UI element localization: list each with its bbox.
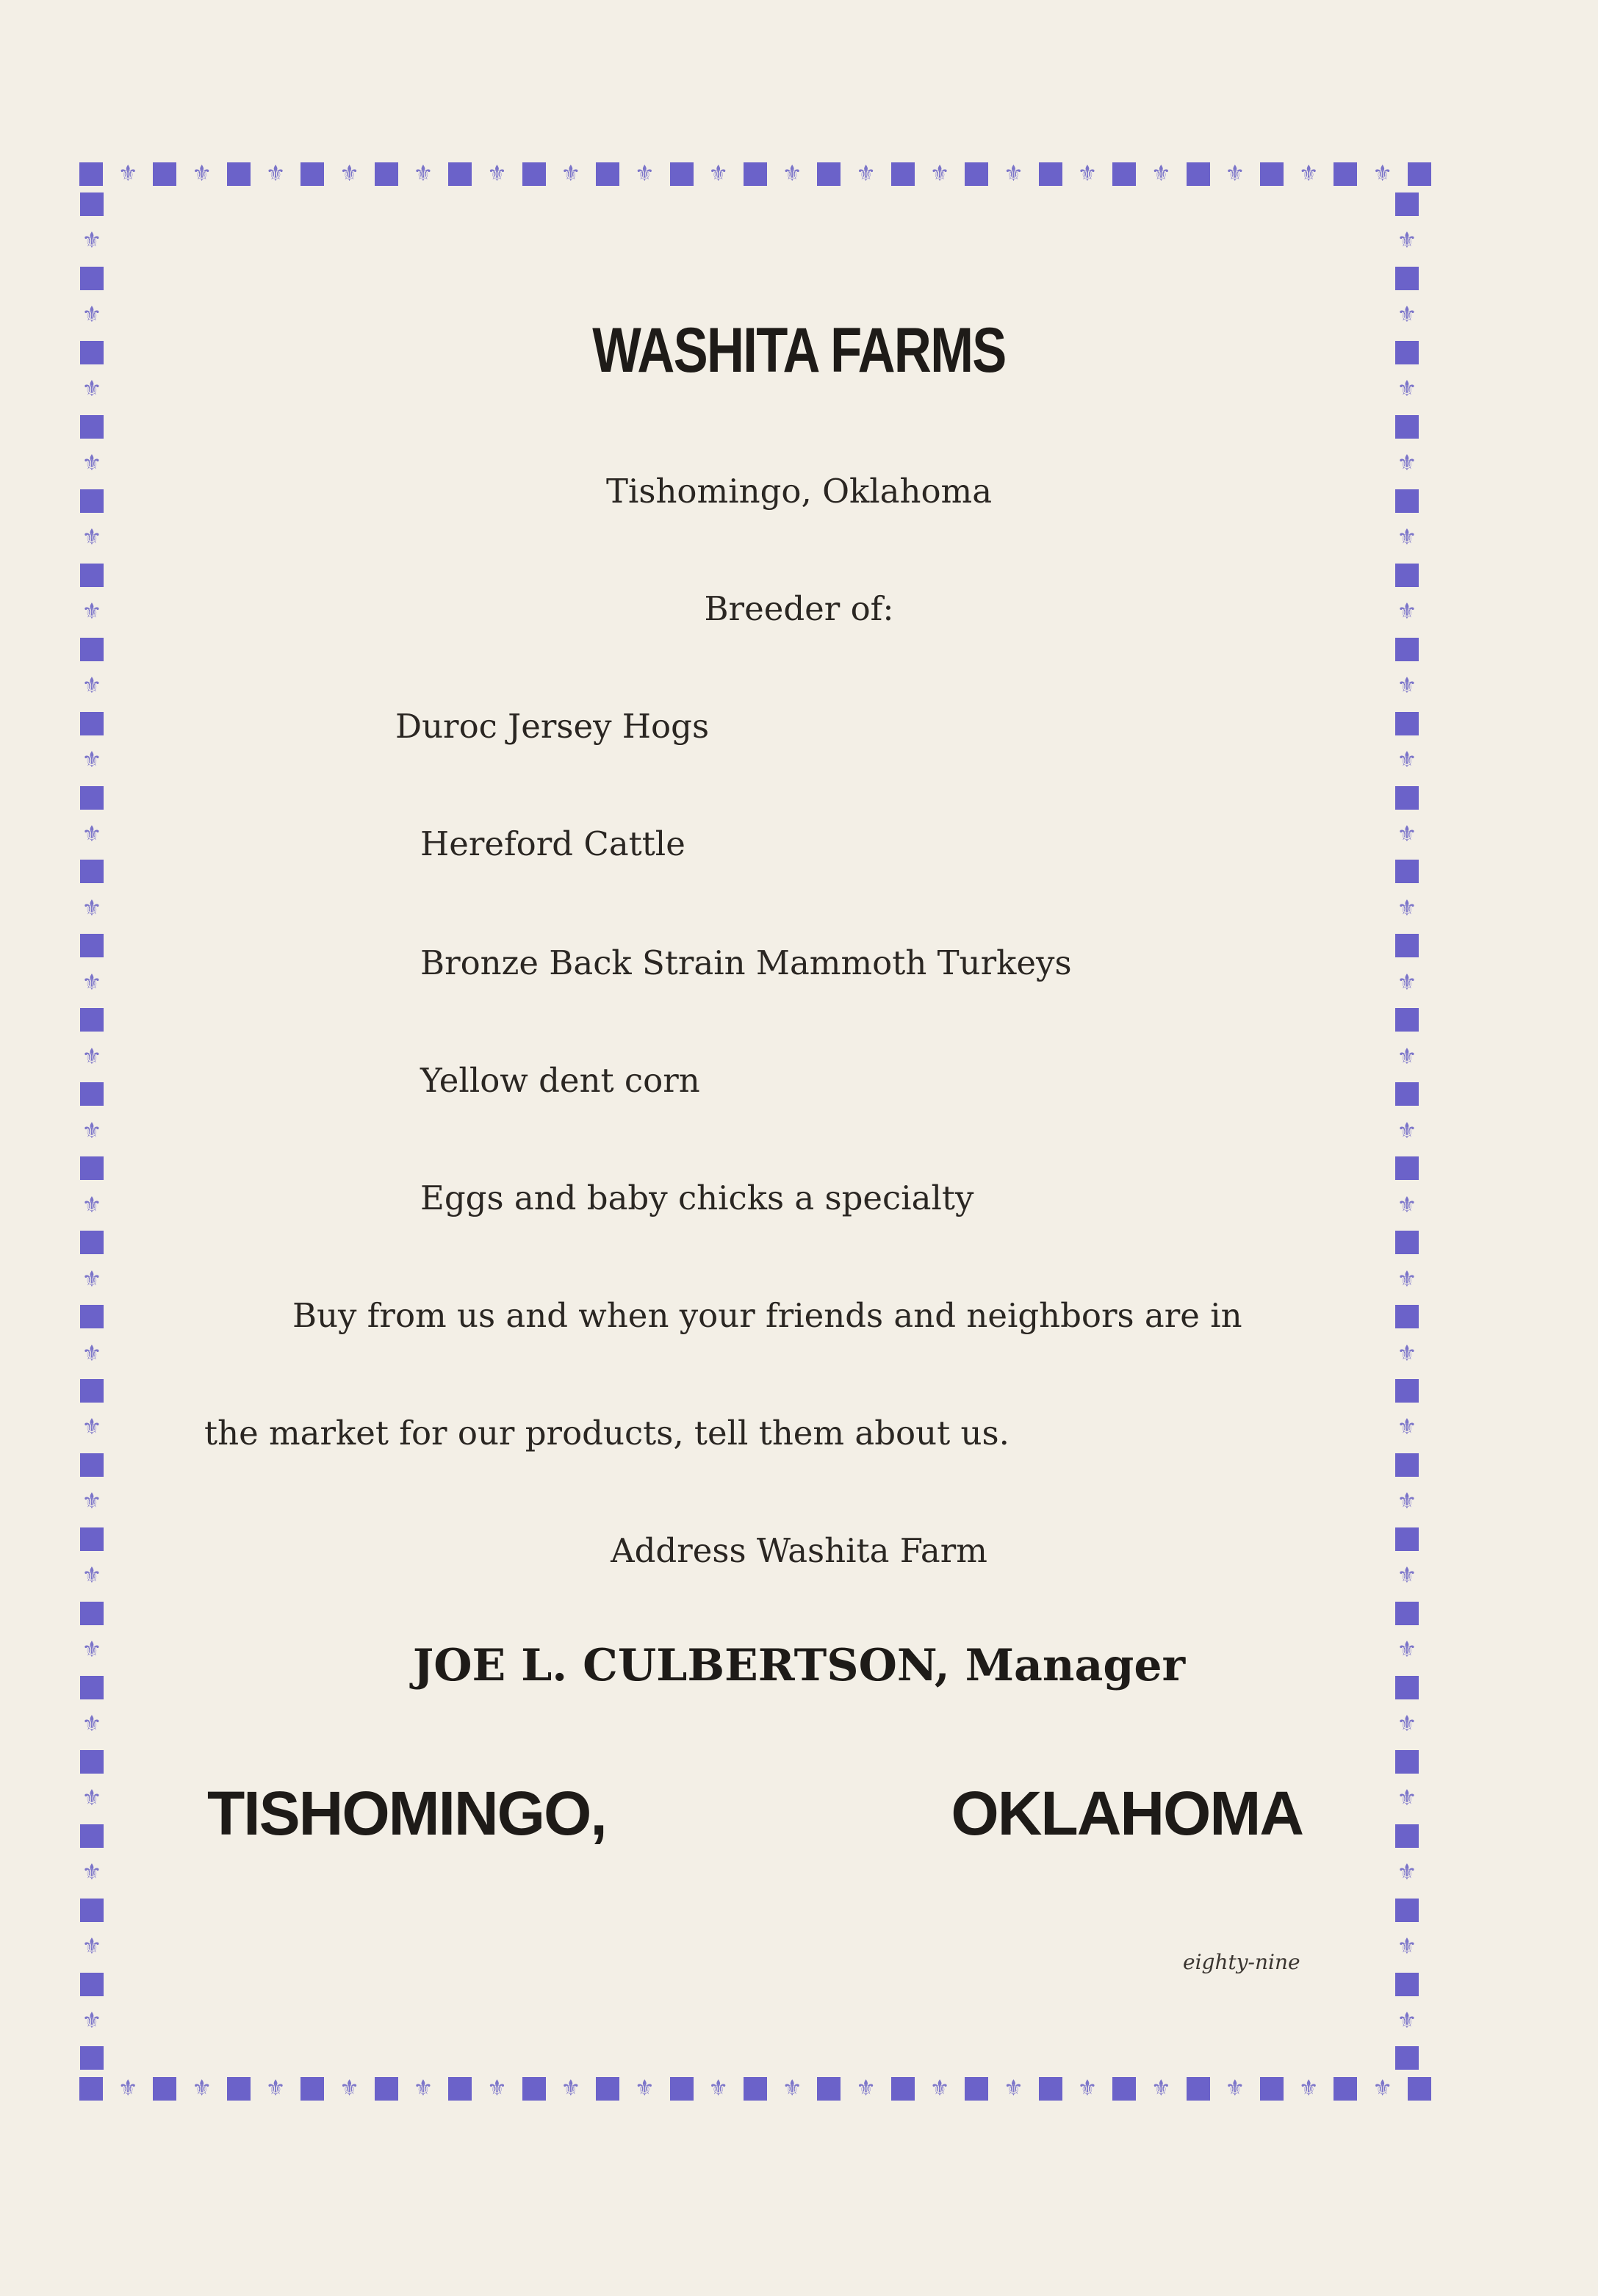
fleur-de-lis-icon: ⚜ <box>118 2076 138 2101</box>
fleur-de-lis-icon: ⚜ <box>1397 1860 1417 1886</box>
fleur-de-lis-icon: ⚜ <box>1397 673 1417 699</box>
fleur-de-lis-icon: ⚜ <box>1397 302 1417 328</box>
fleur-de-lis-icon: ⚜ <box>82 302 102 328</box>
border-square <box>1395 415 1419 439</box>
border-square <box>1408 162 1431 186</box>
fleur-de-lis-icon: ⚜ <box>82 895 102 921</box>
fleur-de-lis-icon: ⚜ <box>1151 161 1171 187</box>
fleur-de-lis-icon: ⚜ <box>1397 1563 1417 1589</box>
decorative-border-bottom <box>79 2070 1431 2107</box>
fleur-de-lis-icon: ⚜ <box>1225 161 1245 187</box>
fleur-de-lis-icon: ⚜ <box>82 228 102 254</box>
border-square <box>80 1453 104 1477</box>
fleur-de-lis-icon: ⚜ <box>1397 525 1417 551</box>
border-square <box>1395 1305 1419 1328</box>
product-item: Duroc Jersey Hogs <box>395 707 710 746</box>
border-square <box>80 1156 104 1180</box>
fleur-de-lis-icon: ⚜ <box>1397 1266 1417 1292</box>
fleur-de-lis-icon: ⚜ <box>192 2076 212 2101</box>
border-square <box>227 2077 251 2101</box>
product-item: Eggs and baby chicks a specialty <box>420 1178 974 1217</box>
border-square <box>1395 2046 1419 2070</box>
fleur-de-lis-icon: ⚜ <box>708 161 729 187</box>
border-square <box>80 1082 104 1106</box>
border-square <box>80 267 104 290</box>
fleur-de-lis-icon: ⚜ <box>1372 2076 1393 2101</box>
border-square <box>375 162 398 186</box>
fleur-de-lis-icon: ⚜ <box>82 1637 102 1663</box>
fleur-de-lis-icon: ⚜ <box>82 1934 102 1960</box>
border-square <box>817 162 841 186</box>
fleur-de-lis-icon: ⚜ <box>1225 2076 1245 2101</box>
page-number: eighty-nine <box>1183 1950 1300 1974</box>
fleur-de-lis-icon: ⚜ <box>82 969 102 996</box>
fleur-de-lis-icon: ⚜ <box>118 161 138 187</box>
fleur-de-lis-icon: ⚜ <box>82 1414 102 1441</box>
fleur-de-lis-icon: ⚜ <box>1397 969 1417 996</box>
fleur-de-lis-icon: ⚜ <box>1397 1934 1417 1960</box>
fleur-de-lis-icon: ⚜ <box>486 161 507 187</box>
fleur-de-lis-icon: ⚜ <box>929 161 950 187</box>
fleur-de-lis-icon: ⚜ <box>82 1340 102 1367</box>
fleur-de-lis-icon: ⚜ <box>339 2076 359 2101</box>
fleur-de-lis-icon: ⚜ <box>1397 1637 1417 1663</box>
fleur-de-lis-icon: ⚜ <box>1397 1043 1417 1070</box>
border-square <box>80 1973 104 1996</box>
border-square <box>596 162 619 186</box>
fleur-de-lis-icon: ⚜ <box>82 376 102 403</box>
border-square <box>80 1899 104 1922</box>
border-square <box>1395 712 1419 735</box>
fleur-de-lis-icon: ⚜ <box>82 1266 102 1292</box>
border-square <box>1395 1008 1419 1032</box>
border-square <box>448 2077 472 2101</box>
border-square <box>1187 2077 1210 2101</box>
border-square <box>522 162 546 186</box>
border-square <box>1395 934 1419 957</box>
border-square <box>80 1750 104 1774</box>
fleur-de-lis-icon: ⚜ <box>561 161 581 187</box>
fleur-de-lis-icon: ⚜ <box>82 1563 102 1589</box>
border-square <box>1039 162 1062 186</box>
border-square <box>1395 1156 1419 1180</box>
fleur-de-lis-icon: ⚜ <box>1151 2076 1171 2101</box>
city-name: TISHOMINGO, <box>207 1779 606 1848</box>
fleur-de-lis-icon: ⚜ <box>82 525 102 551</box>
fleur-de-lis-icon: ⚜ <box>192 161 212 187</box>
message-line: Buy from us and when your friends and neighbors are in <box>292 1296 1242 1335</box>
border-square <box>1395 860 1419 883</box>
fleur-de-lis-icon: ⚜ <box>1397 1785 1417 1812</box>
product-item: Hereford Cattle <box>420 824 685 863</box>
border-square <box>1395 1602 1419 1625</box>
fleur-de-lis-icon: ⚜ <box>1004 161 1023 187</box>
border-square <box>1395 1231 1419 1254</box>
border-square <box>1112 162 1136 186</box>
border-square <box>1334 2077 1357 2101</box>
fleur-de-lis-icon: ⚜ <box>82 450 102 477</box>
border-square <box>1187 162 1210 186</box>
fleur-de-lis-icon: ⚜ <box>561 2076 581 2101</box>
fleur-de-lis-icon: ⚜ <box>1397 1192 1417 1218</box>
border-square <box>80 860 104 883</box>
border-square <box>1260 162 1284 186</box>
border-square <box>80 1231 104 1254</box>
fleur-de-lis-icon: ⚜ <box>1397 1489 1417 1515</box>
border-square <box>375 2077 398 2101</box>
fleur-de-lis-icon: ⚜ <box>782 2076 802 2101</box>
decorative-border-top <box>79 156 1431 192</box>
address-line: Address Washita Farm <box>611 1531 987 1570</box>
fleur-de-lis-icon: ⚜ <box>1397 1340 1417 1367</box>
fleur-de-lis-icon: ⚜ <box>1397 450 1417 477</box>
border-square <box>80 564 104 587</box>
fleur-de-lis-icon: ⚜ <box>929 2076 950 2101</box>
fleur-de-lis-icon: ⚜ <box>1372 161 1393 187</box>
border-square <box>80 712 104 735</box>
border-square <box>300 162 324 186</box>
border-square <box>1334 162 1357 186</box>
fleur-de-lis-icon: ⚜ <box>1397 599 1417 625</box>
border-square <box>817 2077 841 2101</box>
border-square <box>1395 638 1419 661</box>
border-square <box>80 1008 104 1032</box>
fleur-de-lis-icon: ⚜ <box>486 2076 507 2101</box>
fleur-de-lis-icon: ⚜ <box>1298 161 1319 187</box>
fleur-de-lis-icon: ⚜ <box>782 161 802 187</box>
border-square <box>891 162 915 186</box>
border-square <box>1395 1082 1419 1106</box>
product-item: Yellow dent corn <box>420 1061 700 1100</box>
border-square <box>448 162 472 186</box>
border-square <box>1408 2077 1431 2101</box>
fleur-de-lis-icon: ⚜ <box>1397 228 1417 254</box>
border-square <box>80 638 104 661</box>
fleur-de-lis-icon: ⚜ <box>1397 1711 1417 1738</box>
manager-line: JOE L. CULBERTSON, Manager <box>412 1640 1186 1691</box>
fleur-de-lis-icon: ⚜ <box>339 161 359 187</box>
border-square <box>80 1305 104 1328</box>
border-square <box>670 162 694 186</box>
fleur-de-lis-icon: ⚜ <box>413 2076 433 2101</box>
border-square <box>80 1379 104 1403</box>
border-square <box>80 1602 104 1625</box>
fleur-de-lis-icon: ⚜ <box>1077 2076 1098 2101</box>
fleur-de-lis-icon: ⚜ <box>1397 895 1417 921</box>
fleur-de-lis-icon: ⚜ <box>82 1785 102 1812</box>
border-square <box>670 2077 694 2101</box>
fleur-de-lis-icon: ⚜ <box>82 1043 102 1070</box>
fleur-de-lis-icon: ⚜ <box>1397 821 1417 847</box>
location-line: Tishomingo, Oklahoma <box>605 472 993 511</box>
fleur-de-lis-icon: ⚜ <box>82 1489 102 1515</box>
fleur-de-lis-icon: ⚜ <box>265 161 286 187</box>
fleur-de-lis-icon: ⚜ <box>82 599 102 625</box>
fleur-de-lis-icon: ⚜ <box>634 161 655 187</box>
fleur-de-lis-icon: ⚜ <box>1004 2076 1023 2101</box>
border-square <box>965 162 988 186</box>
border-square <box>1395 564 1419 587</box>
border-square <box>80 786 104 810</box>
border-square <box>300 2077 324 2101</box>
border-square <box>80 415 104 439</box>
border-square <box>1112 2077 1136 2101</box>
border-square <box>891 2077 915 2101</box>
fleur-de-lis-icon: ⚜ <box>413 161 433 187</box>
border-square <box>80 1824 104 1848</box>
border-square <box>153 162 176 186</box>
border-square <box>1395 1750 1419 1774</box>
border-square <box>1395 192 1419 216</box>
fleur-de-lis-icon: ⚜ <box>82 1118 102 1144</box>
border-square <box>79 2077 103 2101</box>
border-square <box>1395 786 1419 810</box>
border-square <box>153 2077 176 2101</box>
fleur-de-lis-icon: ⚜ <box>82 1192 102 1218</box>
border-square <box>596 2077 619 2101</box>
border-square <box>80 2046 104 2070</box>
fleur-de-lis-icon: ⚜ <box>82 1711 102 1738</box>
fleur-de-lis-icon: ⚜ <box>856 161 877 187</box>
fleur-de-lis-icon: ⚜ <box>82 747 102 774</box>
fleur-de-lis-icon: ⚜ <box>708 2076 729 2101</box>
border-square <box>1395 1973 1419 1996</box>
state-name: OKLAHOMA <box>951 1779 1303 1848</box>
border-square <box>965 2077 988 2101</box>
breeder-label: Breeder of: <box>704 589 894 628</box>
fleur-de-lis-icon: ⚜ <box>634 2076 655 2101</box>
border-square <box>744 2077 767 2101</box>
fleur-de-lis-icon: ⚜ <box>82 2007 102 2034</box>
border-square <box>1260 2077 1284 2101</box>
border-square <box>79 162 103 186</box>
fleur-de-lis-icon: ⚜ <box>82 1860 102 1886</box>
border-square <box>80 934 104 957</box>
fleur-de-lis-icon: ⚜ <box>1397 1414 1417 1441</box>
border-square <box>227 162 251 186</box>
border-square <box>80 192 104 216</box>
border-square <box>1395 267 1419 290</box>
fleur-de-lis-icon: ⚜ <box>265 2076 286 2101</box>
border-square <box>744 162 767 186</box>
fleur-de-lis-icon: ⚜ <box>1077 161 1098 187</box>
fleur-de-lis-icon: ⚜ <box>1298 2076 1319 2101</box>
fleur-de-lis-icon: ⚜ <box>82 821 102 847</box>
ad-heading: WASHITA FARMS <box>592 315 1006 386</box>
message-line: the market for our products, tell them about us. <box>204 1414 1009 1453</box>
fleur-de-lis-icon: ⚜ <box>82 673 102 699</box>
border-square <box>1395 1379 1419 1403</box>
border-square <box>522 2077 546 2101</box>
fleur-de-lis-icon: ⚜ <box>856 2076 877 2101</box>
border-square <box>1039 2077 1062 2101</box>
fleur-de-lis-icon: ⚜ <box>1397 1118 1417 1144</box>
border-square <box>1395 1453 1419 1477</box>
border-square <box>80 341 104 364</box>
fleur-de-lis-icon: ⚜ <box>1397 376 1417 403</box>
border-square <box>1395 1824 1419 1848</box>
border-square <box>1395 1899 1419 1922</box>
product-item: Bronze Back Strain Mammoth Turkeys <box>420 943 1072 982</box>
fleur-de-lis-icon: ⚜ <box>1397 747 1417 774</box>
fleur-de-lis-icon: ⚜ <box>1397 2007 1417 2034</box>
